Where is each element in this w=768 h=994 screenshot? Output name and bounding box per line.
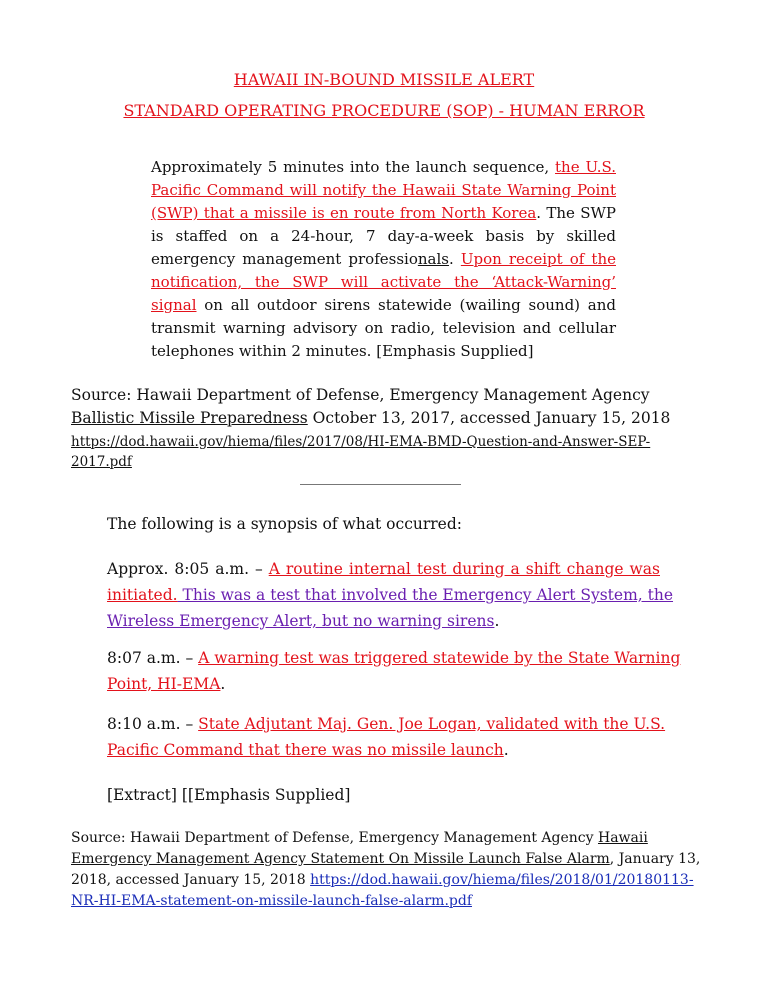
- quote-text: on all outdoor sirens statewide (wailing sound) and: [196, 296, 616, 314]
- quote-emphasis: (SWP) that a missile is en route from North Korea: [151, 204, 537, 222]
- quote-emphasis: signal: [151, 296, 197, 314]
- extract-note: [Extract] [[Emphasis Supplied]: [107, 786, 351, 804]
- quote-underlined: nals: [417, 250, 449, 268]
- quote-text: is staffed on a 24-hour, 7 day-a-week basis by skilled: [151, 227, 616, 245]
- source2-title: Hawaii: [597, 830, 648, 846]
- source1-line: [71, 407, 670, 430]
- source1-url-link[interactable]: https://dod.hawaii.gov/hiema/files/2017/08/HI-EMA-BMD-Question-and-Answer-SEP-: [71, 434, 651, 450]
- source2-url-link[interactable]: https://dod.hawaii.gov/hiema/files/2018/01/20180113-: [310, 872, 694, 888]
- entry-emphasis: A routine internal test during a shift change was: [268, 560, 660, 578]
- quote-text: .: [448, 250, 461, 268]
- quote-emphasis: notification, the SWP will activate the ‘Attack-Warning’: [151, 273, 616, 291]
- quote-text: transmit warning advisory on radio, television and cellular: [151, 319, 616, 337]
- quote-text: Approximately 5 minutes into the launch sequence,: [151, 158, 556, 176]
- source1-url-link-cont[interactable]: 2017.pdf: [71, 454, 132, 470]
- entry-text: .: [494, 612, 500, 630]
- timeline-entry-807: [107, 645, 681, 697]
- entry-emphasis: Point, HI-EMA: [107, 675, 221, 693]
- document-subtitle: STANDARD OPERATING PROCEDURE (SOP) - HUMAN ERROR: [123, 101, 645, 120]
- quote-emphasis: Pacific Command will notify the Hawaii State Warning Point: [151, 181, 616, 199]
- source2-title: Emergency Management Agency Statement On Missile Launch False Alarm: [71, 851, 610, 867]
- quote-emphasis: the U.S.: [555, 158, 616, 176]
- source1-title: Ballistic Missile Preparedness: [71, 409, 308, 427]
- source1-line: Source: Hawaii Department of Defense, Emergency Management Agency: [71, 386, 650, 404]
- entry-time: 8:07 a.m. –: [107, 649, 199, 667]
- quote-text: emergency management professio: [151, 250, 418, 268]
- source2-date: , January 13,: [609, 851, 701, 867]
- timeline-entry-810: [107, 711, 666, 763]
- quote-text: telephones within 2 minutes. [Emphasis Supplied]: [151, 342, 534, 360]
- document-title: HAWAII IN-BOUND MISSILE ALERT: [233, 70, 535, 89]
- source1-date: October 13, 2017, accessed January 15, 2018: [307, 409, 671, 427]
- entry-emphasis: State Adjutant Maj. Gen. Joe Logan, validated with the U.S.: [198, 715, 666, 733]
- entry-emphasis: initiated.: [107, 586, 178, 604]
- source2-accessed: 2018, accessed January 15, 2018: [71, 872, 311, 888]
- synopsis-intro: The following is a synopsis of what occurred:: [107, 515, 462, 533]
- quote-emphasis: Upon receipt of the: [460, 250, 616, 268]
- entry-emphasis: A warning test was triggered statewide by the State Warning: [198, 649, 681, 667]
- entry-emphasis-purple: This was a test that involved the Emergency Alert System, the: [177, 586, 674, 604]
- source2-text: Source: Hawaii Department of Defense, Emergency Management Agency: [71, 830, 598, 846]
- source2-url-link-cont[interactable]: NR-HI-EMA-statement-on-missile-launch-false-alarm.pdf: [71, 893, 473, 909]
- entry-emphasis: Pacific Command that there was no missile launch: [107, 741, 504, 759]
- entry-text: .: [503, 741, 509, 759]
- entry-time: Approx. 8:05 a.m. –: [107, 560, 269, 578]
- entry-text: .: [220, 675, 226, 693]
- quote-text: . The SWP: [536, 204, 616, 222]
- quoted-procedure: [151, 156, 616, 363]
- entry-time: 8:10 a.m. –: [107, 715, 199, 733]
- source2: [71, 828, 701, 912]
- timeline-entry-805: [107, 556, 674, 634]
- entry-emphasis-purple: Wireless Emergency Alert, but no warning sirens: [107, 612, 495, 630]
- section-divider: [300, 484, 461, 485]
